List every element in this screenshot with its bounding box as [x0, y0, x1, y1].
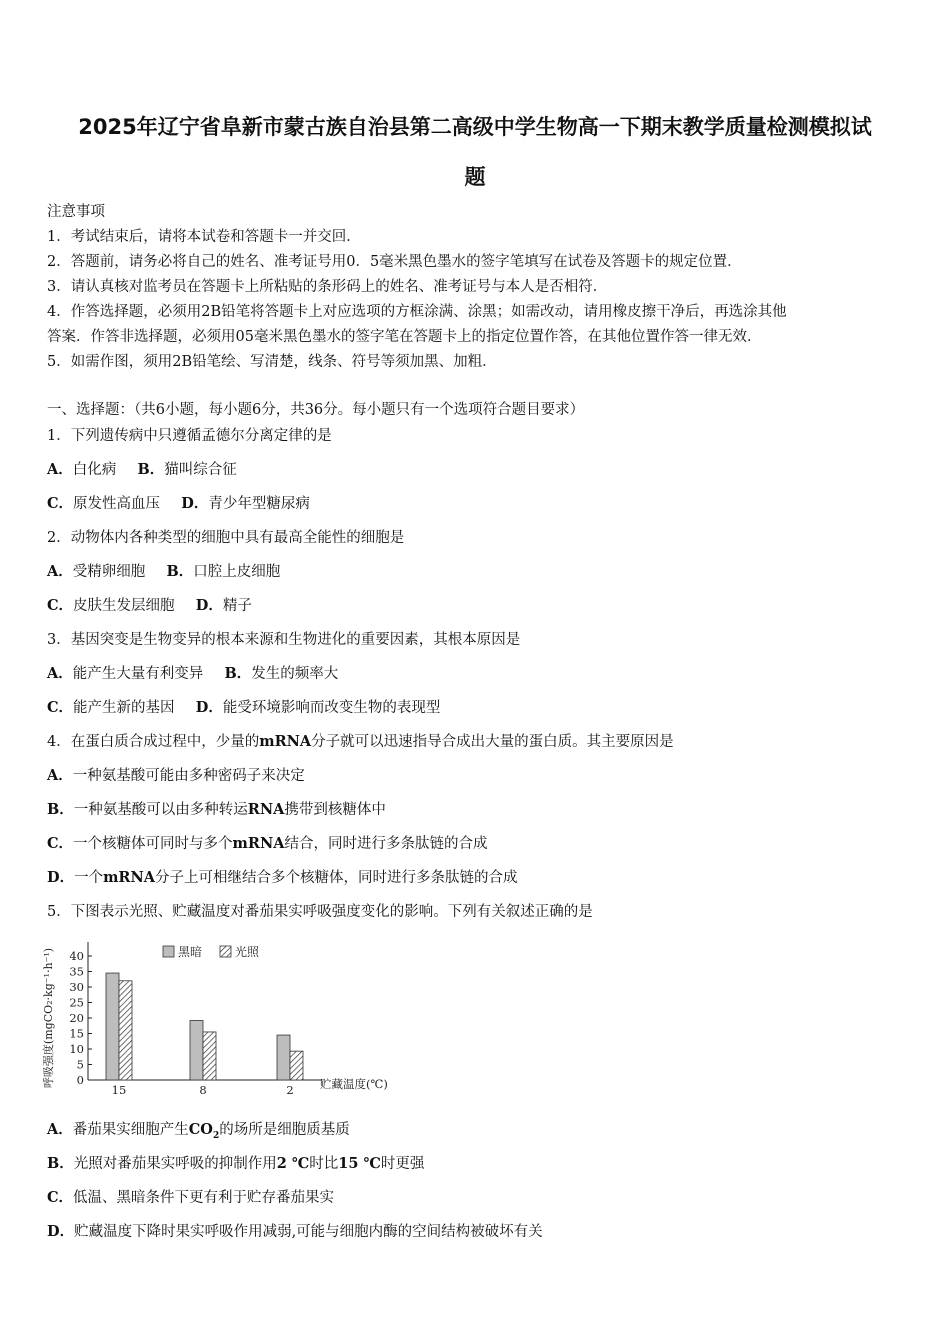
- question-number: 2．: [47, 530, 71, 546]
- question-number: 5．: [47, 904, 71, 920]
- notice-item-3: 3．请认真核对监考员在答题卡上所粘贴的条形码上的姓名、准考证号与本人是否相符．: [47, 279, 608, 295]
- question-text: 下列遗传病中只遵循孟德尔分离定律的是: [70, 428, 332, 444]
- option-b-cont: 时更强: [380, 1156, 425, 1172]
- notice-item-2: 2．答题前，请务必将自己的姓名、准考证号用0．5毫米黑色墨水的签字笔填写在试卷及答题卡的规定位置．: [47, 254, 742, 270]
- notice-item-5: 5．如需作图，须用2B铅笔绘、写清楚，线条、符号等须加黑、加粗．: [47, 354, 497, 370]
- q3-options-ab: [47, 664, 338, 684]
- option-a: 白化病: [72, 462, 117, 478]
- question-text: 基因突变是生物变异的根本来源和生物进化的重要因素，其根本原因是: [70, 632, 521, 648]
- q5-option-a: [47, 1120, 350, 1146]
- y-tick-label: 15: [69, 1026, 84, 1041]
- option-label-a: A．: [47, 461, 73, 478]
- q1-options-cd: [47, 494, 310, 514]
- q4-option-a: [47, 766, 305, 786]
- question-5: [47, 902, 593, 922]
- co2-subscript: 2: [212, 1130, 220, 1141]
- option-d: 青少年型糖尿病: [208, 496, 310, 512]
- option-label-c: C．: [47, 1189, 74, 1206]
- legend-swatch-dark: [163, 946, 174, 957]
- bar-dark-8: [190, 1020, 203, 1080]
- option-c: 原发性高血压: [73, 496, 161, 512]
- notice-item-4: 4．作答选择题，必须用2B铅笔将答题卡上对应选项的方框涂满、涂黑；如需改动，请用橡皮擦干净后，再选涂其他: [47, 304, 787, 320]
- question-text: 下图表示光照、贮藏温度对番茄果实呼吸强度变化的影响。下列有关叙述正确的是: [70, 904, 593, 920]
- legend-swatch-light: [220, 946, 231, 957]
- option-a: 一种氨基酸可能由多种密码子来决定: [72, 768, 305, 784]
- notice-heading: 注意事项: [47, 204, 105, 220]
- option-label-b: B．: [47, 1155, 74, 1172]
- q4-option-d: [47, 868, 517, 888]
- y-tick-label: 40: [69, 949, 84, 963]
- x-tick-label: 2: [286, 1083, 294, 1097]
- q5-option-d: [47, 1222, 543, 1242]
- option-c: 能产生新的基因: [73, 700, 175, 716]
- option-b-mid: 时比: [309, 1156, 339, 1172]
- q4-option-b: [47, 800, 386, 820]
- temp-2: 2 ℃: [276, 1155, 310, 1172]
- respiration-bar-chart: [40, 928, 410, 1098]
- bars: [106, 973, 303, 1080]
- q5-option-b: [47, 1154, 424, 1174]
- question-number: 3．: [47, 632, 71, 648]
- y-tick-label: 25: [69, 995, 84, 1010]
- mrna-term: mRNA: [232, 835, 285, 852]
- option-label-d: D．: [47, 1223, 75, 1240]
- option-a: 受精卵细胞: [72, 564, 146, 580]
- option-label-d: D．: [195, 699, 223, 716]
- q5-option-c: [47, 1188, 334, 1208]
- option-d: 一个: [74, 870, 104, 886]
- bar-light-2: [290, 1051, 303, 1080]
- y-axis-label: 呼吸强度(mgCO₂·kg⁻¹·h⁻¹): [42, 947, 55, 1089]
- question-4: [47, 732, 674, 752]
- question-text-cont: 分子就可以迅速指导合成出大量的蛋白质。其主要原因是: [311, 734, 674, 750]
- q2-options-cd: [47, 596, 252, 616]
- bar-dark-2: [277, 1035, 290, 1080]
- option-label-c: C．: [47, 495, 74, 512]
- option-label-b: B．: [47, 801, 74, 818]
- option-label-b: B．: [166, 563, 194, 580]
- y-tick-label: 10: [69, 1042, 84, 1056]
- option-label-c: C．: [47, 597, 74, 614]
- mrna-term: mRNA: [103, 869, 155, 886]
- question-3: [47, 630, 520, 650]
- option-d: 能受环境影响而改变生物的表现型: [222, 700, 441, 716]
- option-c: 一个核糖体可同时与多个: [73, 836, 233, 852]
- mrna-term: mRNA: [259, 733, 312, 750]
- x-tick-label: 8: [199, 1083, 207, 1097]
- document-title: [40, 102, 910, 202]
- option-label-a: A．: [47, 563, 73, 580]
- question-number: 4．: [47, 734, 71, 750]
- option-label-c: C．: [47, 835, 74, 852]
- option-label-d: D．: [195, 597, 223, 614]
- option-label-d: D．: [47, 869, 75, 886]
- y-tick-label: 35: [69, 964, 84, 979]
- legend: [163, 944, 260, 959]
- option-label-a: A．: [47, 665, 73, 682]
- option-c: 皮肤生发层细胞: [73, 598, 175, 614]
- y-ticks: [69, 949, 92, 1087]
- option-a-cont: 的场所是细胞质基质: [219, 1122, 350, 1138]
- option-b: 一种氨基酸可以由多种转运: [73, 802, 248, 818]
- option-a: 能产生大量有利变异: [72, 666, 204, 682]
- temp-15: 15 ℃: [338, 1155, 381, 1172]
- section-heading: 一、选择题：（共6小题，每小题6分，共36分。每小题只有一个选项符合题目要求）: [47, 402, 585, 418]
- y-tick-label: 5: [76, 1057, 84, 1072]
- q1-options-ab: [47, 460, 237, 480]
- option-d: 精子: [222, 598, 252, 614]
- option-b-cont: 携带到核糖体中: [284, 802, 386, 818]
- question-text: 动物体内各种类型的细胞中具有最高全能性的细胞是: [70, 530, 405, 546]
- option-a: 番茄果实细胞产生: [72, 1122, 189, 1138]
- q3-options-cd: [47, 698, 440, 718]
- title-line-2: 题: [464, 165, 486, 189]
- question-number: 1．: [47, 428, 71, 444]
- legend-label-light: 光照: [235, 945, 260, 959]
- x-axis-label: 贮藏温度(℃): [320, 1077, 388, 1091]
- rna-term: RNA: [247, 801, 285, 818]
- bar-dark-15: [106, 973, 119, 1080]
- option-c: 低温、黑暗条件下更有利于贮存番茄果实: [73, 1190, 335, 1206]
- bar-light-15: [119, 981, 132, 1080]
- option-label-d: D．: [181, 495, 209, 512]
- option-c-cont: 结合，同时进行多条肽链的合成: [284, 836, 488, 852]
- y-tick-label: 20: [69, 1011, 84, 1025]
- option-label-a: A．: [47, 767, 73, 784]
- y-tick-label: 0: [76, 1073, 84, 1087]
- option-b: 猫叫综合征: [164, 462, 237, 478]
- co2-term: CO: [188, 1121, 213, 1138]
- question-2: [47, 528, 404, 548]
- x-ticks: [112, 1083, 294, 1097]
- option-b: 光照对番茄果实呼吸的抑制作用: [73, 1156, 277, 1172]
- option-label-b: B．: [137, 461, 165, 478]
- notice-item-1: 1．考试结束后，请将本试卷和答题卡一并交回．: [47, 229, 361, 245]
- option-label-c: C．: [47, 699, 74, 716]
- notice-item-4-cont: 答案．作答非选择题，必须用05毫米黑色墨水的签字笔在答题卡上的指定位置作答，在其他位置作答一律无效．: [47, 329, 762, 345]
- bar-light-8: [203, 1032, 216, 1080]
- legend-label-dark: 黑暗: [178, 945, 203, 959]
- option-label-a: A．: [47, 1121, 73, 1138]
- q4-option-c: [47, 834, 487, 854]
- q2-options-ab: [47, 562, 280, 582]
- option-b: 口腔上皮细胞: [193, 564, 281, 580]
- title-line-1: 2025年辽宁省阜新市蒙古族自治县第二高级中学生物高一下期末教学质量检测模拟试: [78, 115, 872, 139]
- option-b: 发生的频率大: [251, 666, 339, 682]
- question-1: [47, 426, 332, 446]
- question-text: 在蛋白质合成过程中，少量的: [70, 734, 260, 750]
- option-label-b: B．: [224, 665, 252, 682]
- option-d-cont: 分子上可相继结合多个核糖体，同时进行多条肽链的合成: [154, 870, 518, 886]
- y-tick-label: 30: [69, 980, 84, 994]
- x-tick-label: 15: [111, 1083, 127, 1097]
- option-d: 贮藏温度下降时果实呼吸作用减弱,可能与细胞内酶的空间结构被破坏有关: [74, 1224, 543, 1240]
